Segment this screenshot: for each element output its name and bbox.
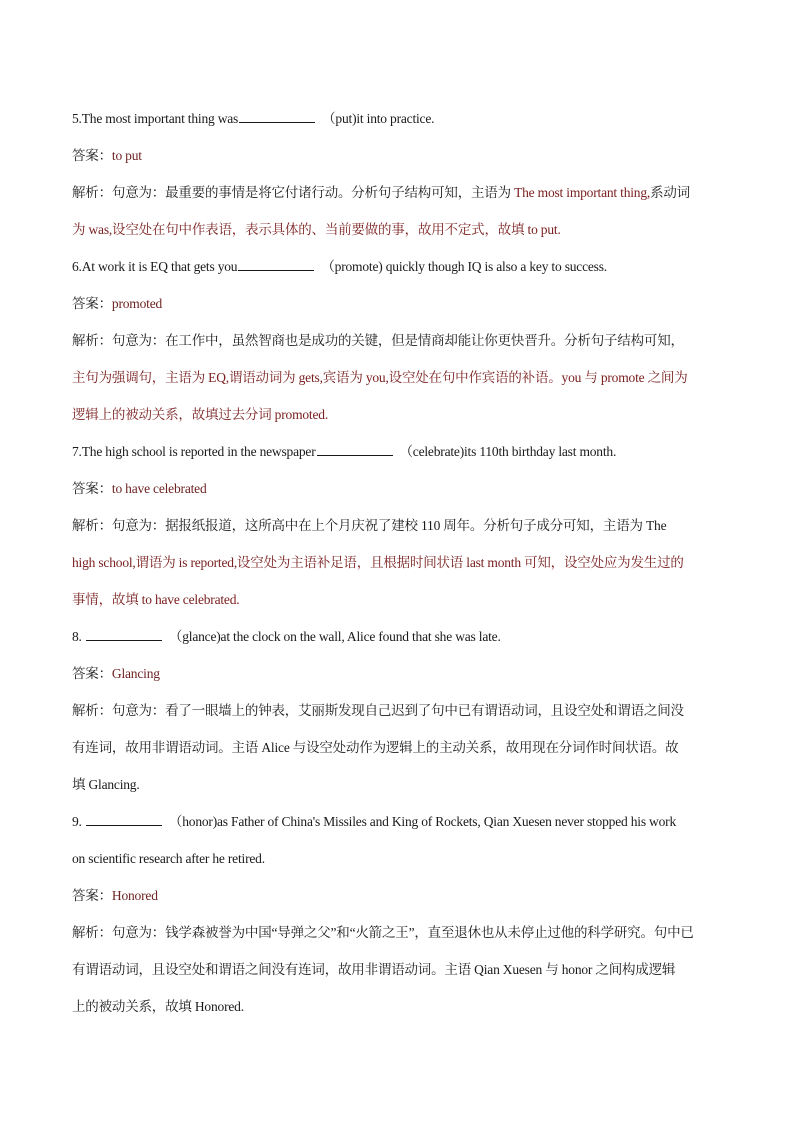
explanation-text: 为 was,设空处在句中作表语，表示具体的、当前要做的事，故用不定式，故填 to put. — [72, 222, 561, 237]
question-hint: （put)it into practice. — [322, 111, 435, 126]
answer-blank — [86, 812, 162, 826]
explanation-7-line-1 — [72, 507, 724, 544]
question-hint: （promote) quickly though IQ is also a key to success. — [321, 259, 607, 274]
explanation-text: 系动词 — [650, 185, 690, 200]
answer-value: promoted — [111, 296, 163, 311]
explanation-text: 解析：句意为：钱学森被誉为中国“导弹之父”和“火箭之王”，直至退休也从未停止过他的科学研究。句中已 — [72, 925, 694, 940]
question-number: 7. — [72, 444, 82, 459]
explanation-text: 解析：句意为：看了一眼墙上的钟表，艾丽斯发现自己迟到了句中已有谓语动词，且设空处和谓语之间没 — [72, 703, 684, 718]
question-hint: （honor)as Father of China's Missiles and King of Rockets, Qian Xuesen never stopped his work — [168, 814, 676, 829]
question-9-continuation — [72, 840, 724, 877]
question-9 — [72, 803, 724, 840]
explanation-8-line-2 — [72, 729, 724, 766]
question-number: 6. — [72, 259, 82, 274]
explanation-6-line-3 — [72, 396, 724, 433]
explanation-text: 逻辑上的被动关系，故填过去分词 promoted. — [72, 407, 328, 422]
answer-label: 答案： — [72, 481, 112, 496]
explanation-6-line-1 — [72, 322, 724, 359]
explanation-8-line-1 — [72, 692, 724, 729]
explanation-text: The most important thing, — [514, 185, 651, 200]
answer-6 — [72, 285, 724, 322]
explanation-8-line-3 — [72, 766, 724, 803]
question-text: The high school is reported in the newspaper — [81, 444, 316, 459]
document-page — [72, 100, 724, 1025]
answer-7 — [72, 470, 724, 507]
question-6 — [72, 248, 724, 285]
explanation-6-line-2 — [72, 359, 724, 396]
question-number: 9. — [72, 814, 82, 829]
explanation-7-line-2 — [72, 544, 724, 581]
answer-blank — [238, 257, 314, 271]
answer-value: to put — [111, 148, 142, 163]
explanation-text: 有谓语动词，且设空处和谓语之间没有连词，故用非谓语动词。主语 Qian Xuesen 与 honor 之间构成逻辑 — [72, 962, 676, 977]
answer-5 — [72, 137, 724, 174]
explanation-text: 有连词，故用非谓语动词。主语 Alice 与设空处动作为逻辑上的主动关系，故用现在分词作时间状语。故 — [72, 740, 679, 755]
answer-label: 答案： — [72, 666, 112, 681]
answer-blank — [239, 109, 315, 123]
answer-value: Glancing — [111, 666, 160, 681]
question-hint: （glance)at the clock on the wall, Alice found that she was late. — [168, 629, 501, 644]
answer-label: 答案： — [72, 888, 112, 903]
answer-8 — [72, 655, 724, 692]
explanation-text: 上的被动关系，故填 Honored. — [72, 999, 244, 1014]
explanation-9-line-3 — [72, 988, 724, 1025]
question-number: 5. — [72, 111, 82, 126]
explanation-text: 解析：句意为：最重要的事情是将它付诸行动。分析句子结构可知，主语为 — [72, 185, 515, 200]
answer-label: 答案： — [72, 296, 112, 311]
explanation-text: high school,谓语为 is reported,设空处为主语补足语，且根据时间状语 last month 可知，设空处应为发生过的 — [72, 555, 684, 570]
answer-blank — [317, 442, 393, 456]
answer-label: 答案： — [72, 148, 112, 163]
question-7 — [72, 433, 724, 470]
explanation-text: 主句为强调句，主语为 EQ,谓语动词为 gets,宾语为 you,设空处在句中作宾语的补语。you 与 promote 之间为 — [72, 370, 688, 385]
explanation-text: 事情，故填 to have celebrated. — [72, 592, 240, 607]
explanation-9-line-1 — [72, 914, 724, 951]
question-hint: （celebrate)its 110th birthday last month. — [399, 444, 617, 459]
explanation-5-line-1 — [72, 174, 724, 211]
question-text: The most important thing was — [81, 111, 239, 126]
answer-value: to have celebrated — [111, 481, 207, 496]
explanation-text: 解析：句意为：据报纸报道，这所高中在上个月庆祝了建校 110 周年。分析句子成分可知，主语为 The — [72, 518, 667, 533]
answer-9 — [72, 877, 724, 914]
explanation-5-line-2 — [72, 211, 724, 248]
explanation-7-line-3 — [72, 581, 724, 618]
question-text: At work it is EQ that gets you — [81, 259, 238, 274]
explanation-text: 填 Glancing. — [72, 777, 140, 792]
question-number: 8. — [72, 629, 82, 644]
answer-value: Honored — [111, 888, 158, 903]
explanation-9-line-2 — [72, 951, 724, 988]
question-5 — [72, 100, 724, 137]
answer-blank — [86, 627, 162, 641]
question-text: on scientific research after he retired. — [72, 851, 265, 866]
question-8 — [72, 618, 724, 655]
explanation-text: 解析：句意为：在工作中，虽然智商也是成功的关键，但是情商却能让你更快晋升。分析句子结构可知， — [72, 333, 684, 348]
